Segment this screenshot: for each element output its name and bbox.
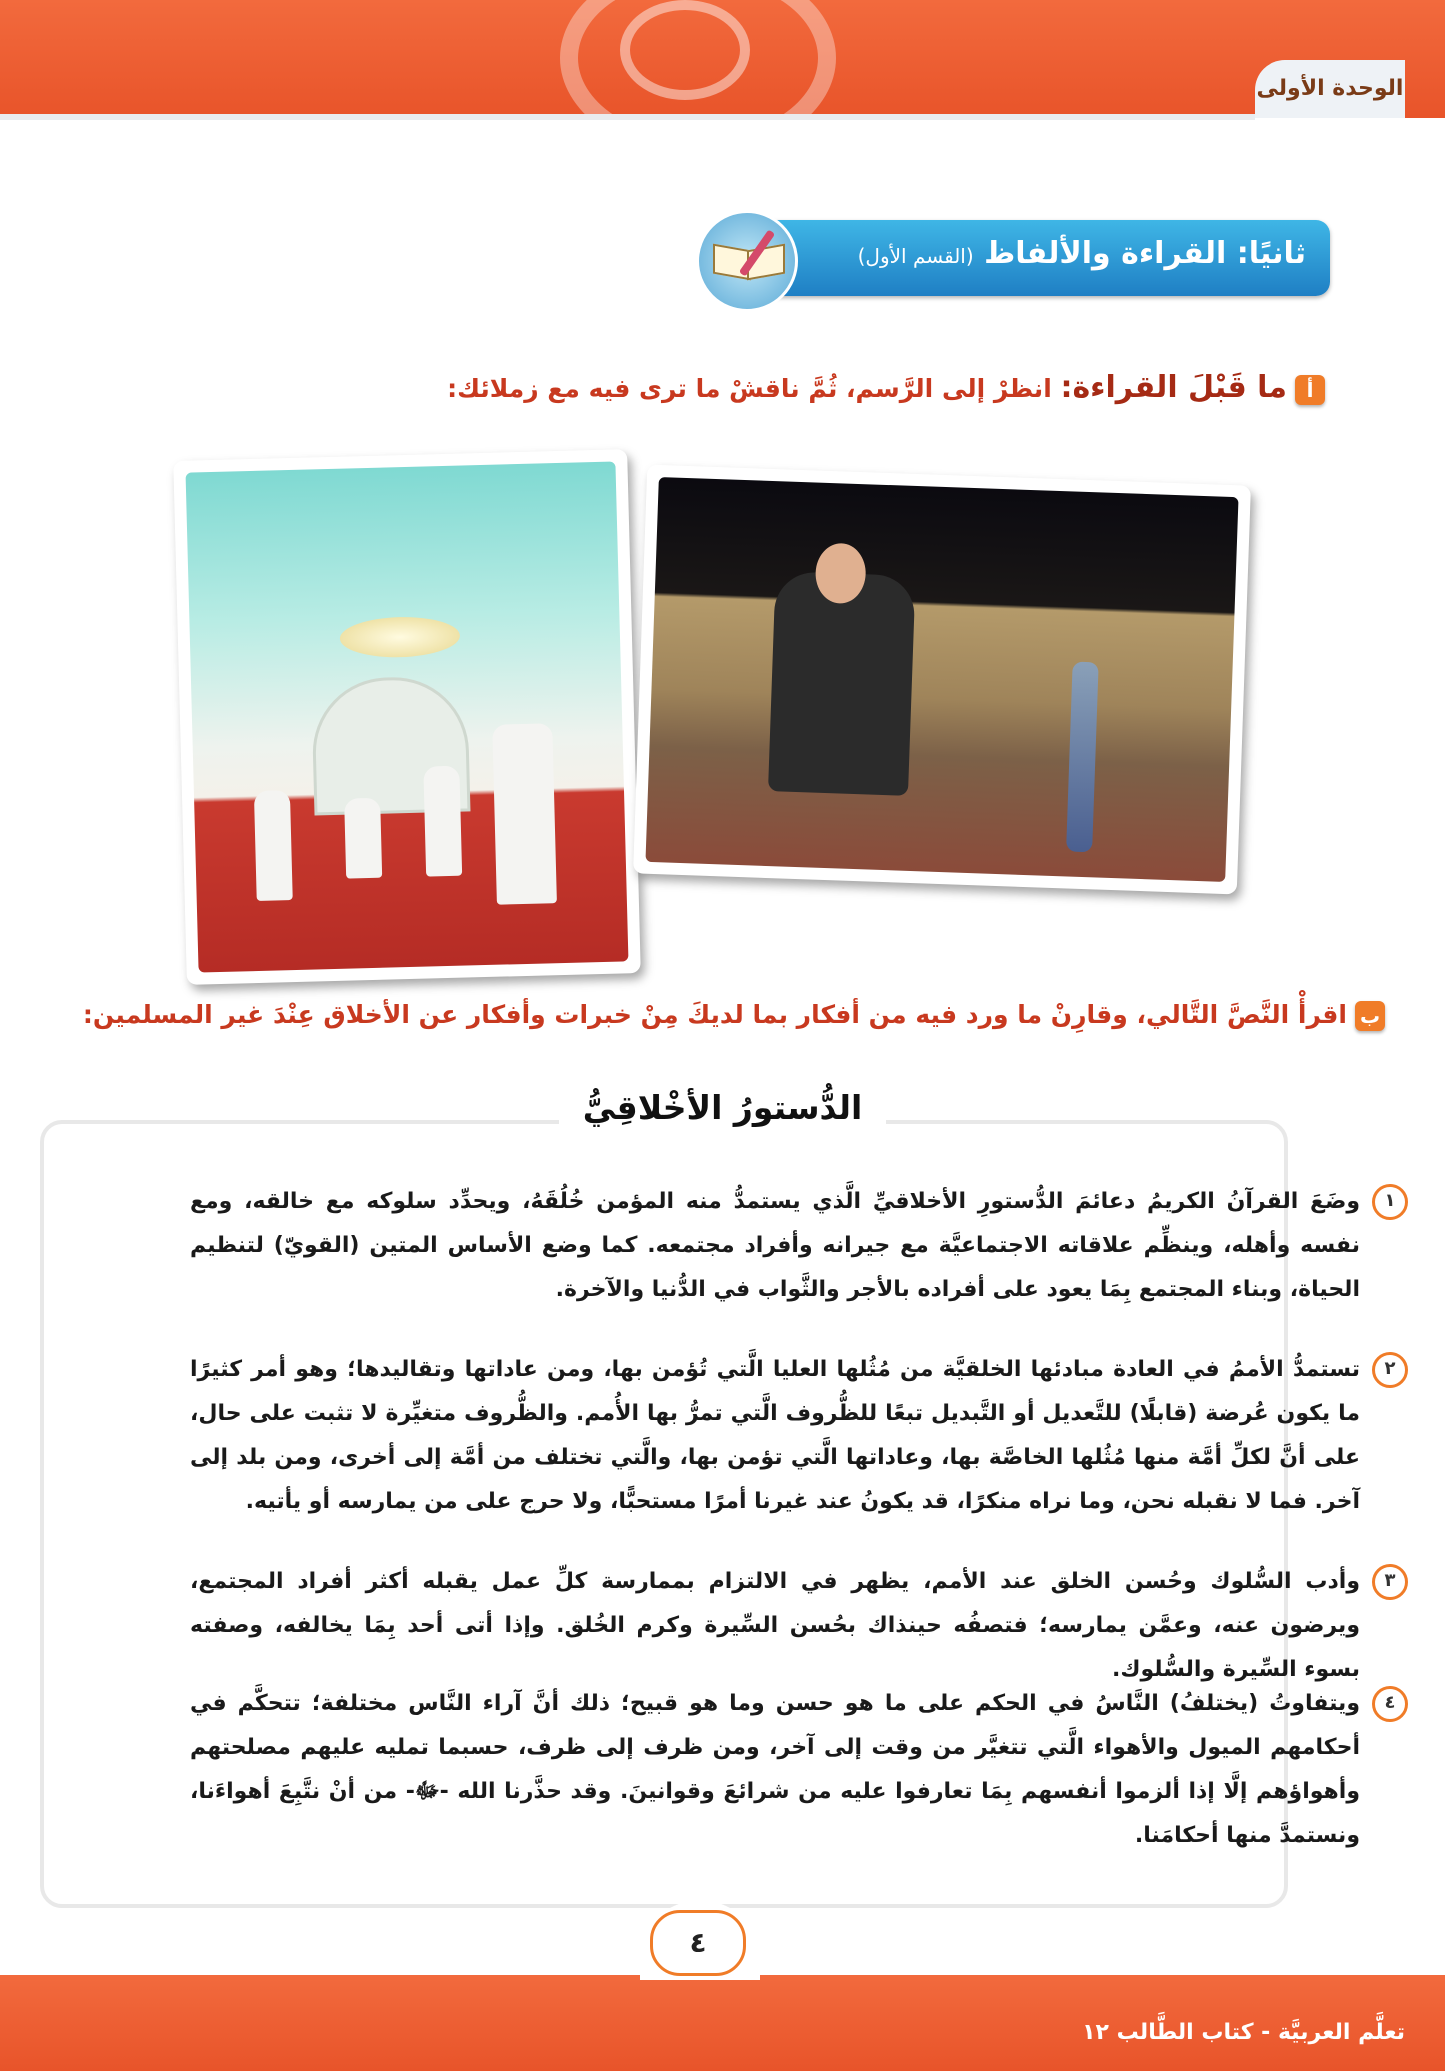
paragraph-number: ٤ xyxy=(1372,1686,1408,1722)
top-decorative-band xyxy=(0,0,1445,118)
paragraph-number: ٣ xyxy=(1372,1564,1408,1600)
instruction-b xyxy=(83,1000,1385,1031)
instruction-a-lead: ما قَبْلَ القراءة: xyxy=(1060,370,1287,405)
open-book-icon xyxy=(696,210,798,312)
swirl-decoration-inner xyxy=(620,0,750,100)
header-divider xyxy=(0,114,1255,120)
unit-label: الوحدة الأولى xyxy=(1255,60,1405,118)
paragraph-number: ٢ xyxy=(1372,1352,1408,1388)
reading-title-wrap xyxy=(0,1088,1445,1127)
paragraph-number: ١ xyxy=(1372,1184,1408,1220)
section-title: ثانيًا: القراءة والألفاظ (القسم الأول) xyxy=(857,236,1306,271)
paragraph-text: وأدب السُّلوك وحُسن الخلق عند الأمم، يظهر في الالتزام بممارسة كلِّ عمل يقبله أكثر أفراد المجتمع، ويرضون عنه، وعمَّن يمارسه؛ فتصفُه حينذاك بحُسن السِّيرة وكرم الخُلق. وإذا أتى أحد بِمَا يخالفه، وصفته بسوء السِّيرة والسُّلوك. xyxy=(190,1569,1360,1682)
badge-a: أ xyxy=(1295,375,1325,405)
instruction-b-text: اقرأْ النَّصَّ التَّالي، وقارِنْ ما ورد فيه من أفكار بما لديكَ مِنْ خبرات وأفكار عن الأخلاق عِنْدَ غير المسلمين: xyxy=(82,1000,1347,1029)
paragraph-4 xyxy=(190,1682,1396,1858)
instruction-a-text: انظرْ إلى الرَّسم، ثُمَّ ناقشْ ما ترى فيه مع زملائك: xyxy=(447,374,1061,403)
mosque-photo xyxy=(173,449,641,985)
section-header xyxy=(710,220,1330,296)
paragraph-text: تستمدُّ الأممُ في العادة مبادئها الخلقيَّة من مُثُلها العليا الَّتي تُؤمن بها، ومن عاداتها وتقاليدها؛ وهو أمر كثيرًا ما يكون عُرضة (قابلًا) للتَّعديل أو التَّبديل تبعًا للظُّروف الَّتي تمرُّ بها الأُمم. والظُّروف متغيِّرة لا تثبت على حال، على أنَّ لكلِّ أمَّة منها مُثُلها الخاصَّة بها، وعاداتها الَّتي تؤمن بها، والَّتي تختلف من أمَّة إلى أخرى، ومن بلد إلى آخر. فما لا نقبله نحن، وما نراه منكرًا، قد يكونُ عند غيرنا أمرًا مستحبًّا، ولا حرج على من يمارسه أو يأتيه. xyxy=(190,1357,1360,1514)
book-title: تعلَّم العربيَّة - كتاب الطَّالب ١٢ xyxy=(1082,2020,1405,2045)
paragraph-text: وضَعَ القرآنُ الكريمُ دعائمَ الدُّستورِ الأخلاقيِّ الَّذي يستمدُّ منه المؤمن خُلُقَهُ، ويحدِّد سلوكه مع خالقه، ومع نفسه وأهله، وينظِّم علاقاته الاجتماعيَّة مع جيرانه وأفراد مجتمعه. كما وضع الأساس المتين (القويّ) لتنظيم الحياة، وبناء المجتمع بِمَا يعود على أفراده بالأجر والثَّواب في الدُّنيا والآخرة. xyxy=(190,1189,1360,1302)
reading-title: الدُّستورُ الأخْلاقِيُّ xyxy=(559,1088,887,1127)
instruction-a xyxy=(447,370,1325,405)
desert-tent-photo xyxy=(633,465,1251,895)
paragraph-3 xyxy=(190,1560,1396,1692)
paragraph-1 xyxy=(190,1180,1396,1312)
section-subtitle: (القسم الأول) xyxy=(857,244,974,268)
paragraph-text: ويتفاوتُ (يختلفُ) النَّاسُ في الحكم على ما هو حسن وما هو قبيح؛ ذلك أنَّ آراء النَّاس مختلفة؛ تتحكَّم في أحكامهم الميول والأهواء الَّتي تتغيَّر من وقت إلى آخر، ومن ظرف إلى ظرف، حسبما تمليه عليهم مصلحتهم وأهواؤهم إلَّا إذا ألزموا أنفسهم بِمَا تعارفوا عليه من شرائعَ وقوانينَ. وقد حذَّرنا الله -ﷻ- من أنْ نتَّبِعَ أهواءَنا، ونستمدَّ منها أحكامَنا. xyxy=(190,1691,1360,1848)
page-number: ٤ xyxy=(650,1910,746,1976)
badge-b: ب xyxy=(1355,1001,1385,1031)
paragraph-2 xyxy=(190,1348,1396,1524)
